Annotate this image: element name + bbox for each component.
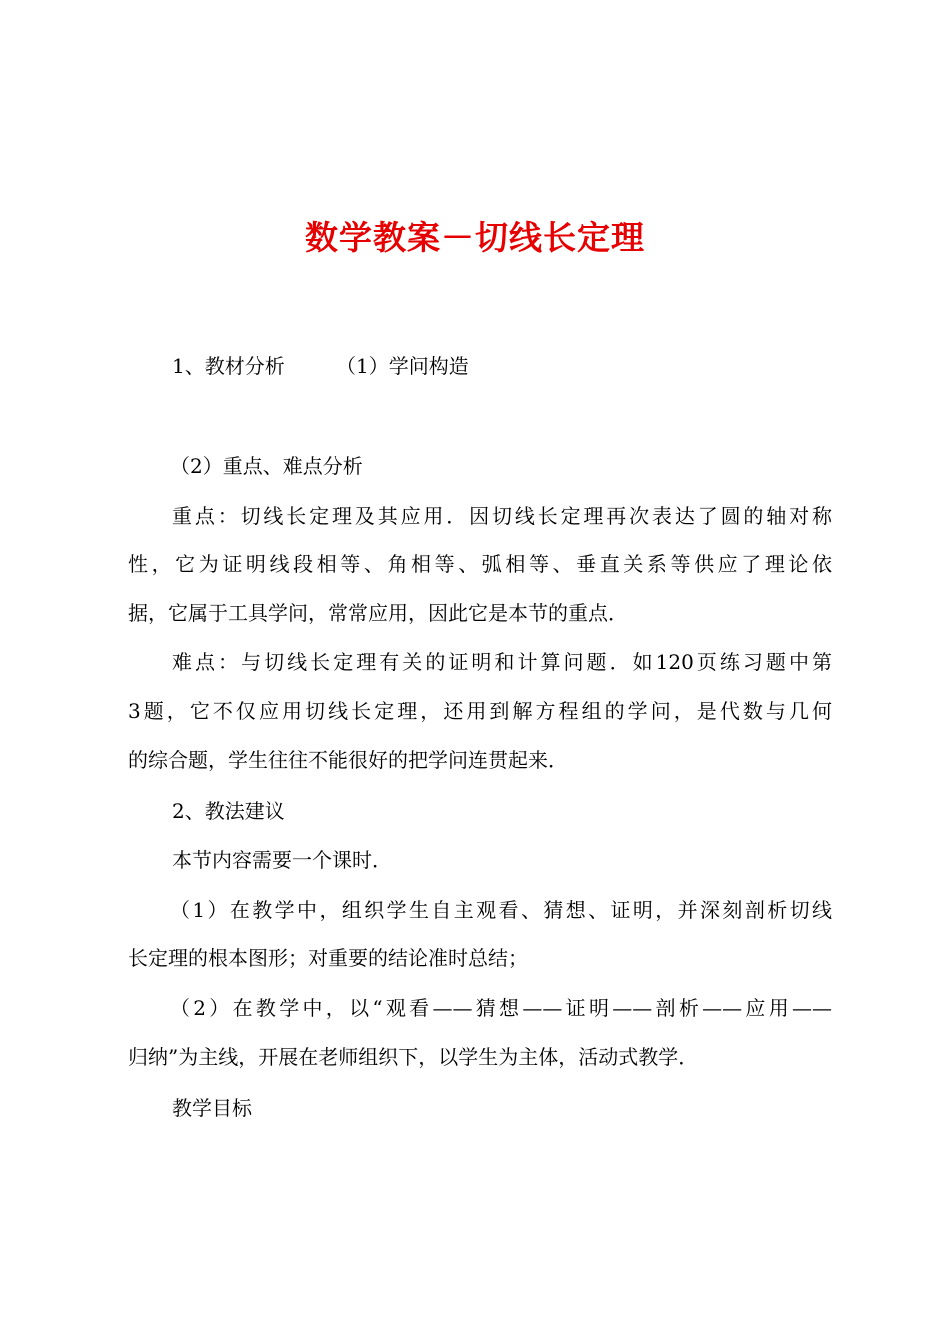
document-title: 数学教案－切线长定理 [305, 218, 645, 257]
section-heading-teaching-objectives: 教学目标 [172, 1096, 252, 1120]
paragraph-lesson-time: 本节内容需要一个课时． [172, 848, 392, 872]
paragraph-difficult-point-line-3: 的综合题，学生往往不能很好的把学问连贯起来． [128, 748, 568, 772]
paragraph-key-point-line-2: 性，它为证明线段相等、角相等、弧相等、垂直关系等供应了理论依 [128, 552, 832, 576]
paragraph-suggestion-1-line-1: （1）在教学中，组织学生自主观看、猜想、证明，并深刻剖析切线 [170, 898, 832, 922]
section-heading-textbook-analysis: 1、教材分析 [172, 354, 285, 378]
paragraph-suggestion-1-line-2: 长定理的根本图形；对重要的结论准时总结； [128, 946, 528, 970]
subheading-knowledge-structure: （1）学问构造 [336, 354, 469, 378]
paragraph-suggestion-2-line-2: 归纳”为主线，开展在老师组织下，以学生为主体，活动式教学． [128, 1045, 699, 1069]
paragraph-difficult-point-line-2: 3题，它不仅应用切线长定理，还用到解方程组的学问，是代数与几何 [128, 699, 832, 723]
subheading-key-difficult-points: （2）重点、难点分析 [170, 454, 363, 478]
paragraph-key-point-line-3: 据，它属于工具学问，常常应用，因此它是本节的重点． [128, 601, 628, 625]
section-heading-teaching-suggestions: 2、教法建议 [172, 799, 285, 823]
paragraph-key-point-line-1: 重点：切线长定理及其应用．因切线长定理再次表达了圆的轴对称 [172, 504, 832, 528]
paragraph-suggestion-2-line-1: （2）在教学中，以“观看——猜想——证明——剖析——应用—— [170, 996, 832, 1020]
paragraph-difficult-point-line-1: 难点：与切线长定理有关的证明和计算问题．如120页练习题中第 [172, 650, 832, 674]
